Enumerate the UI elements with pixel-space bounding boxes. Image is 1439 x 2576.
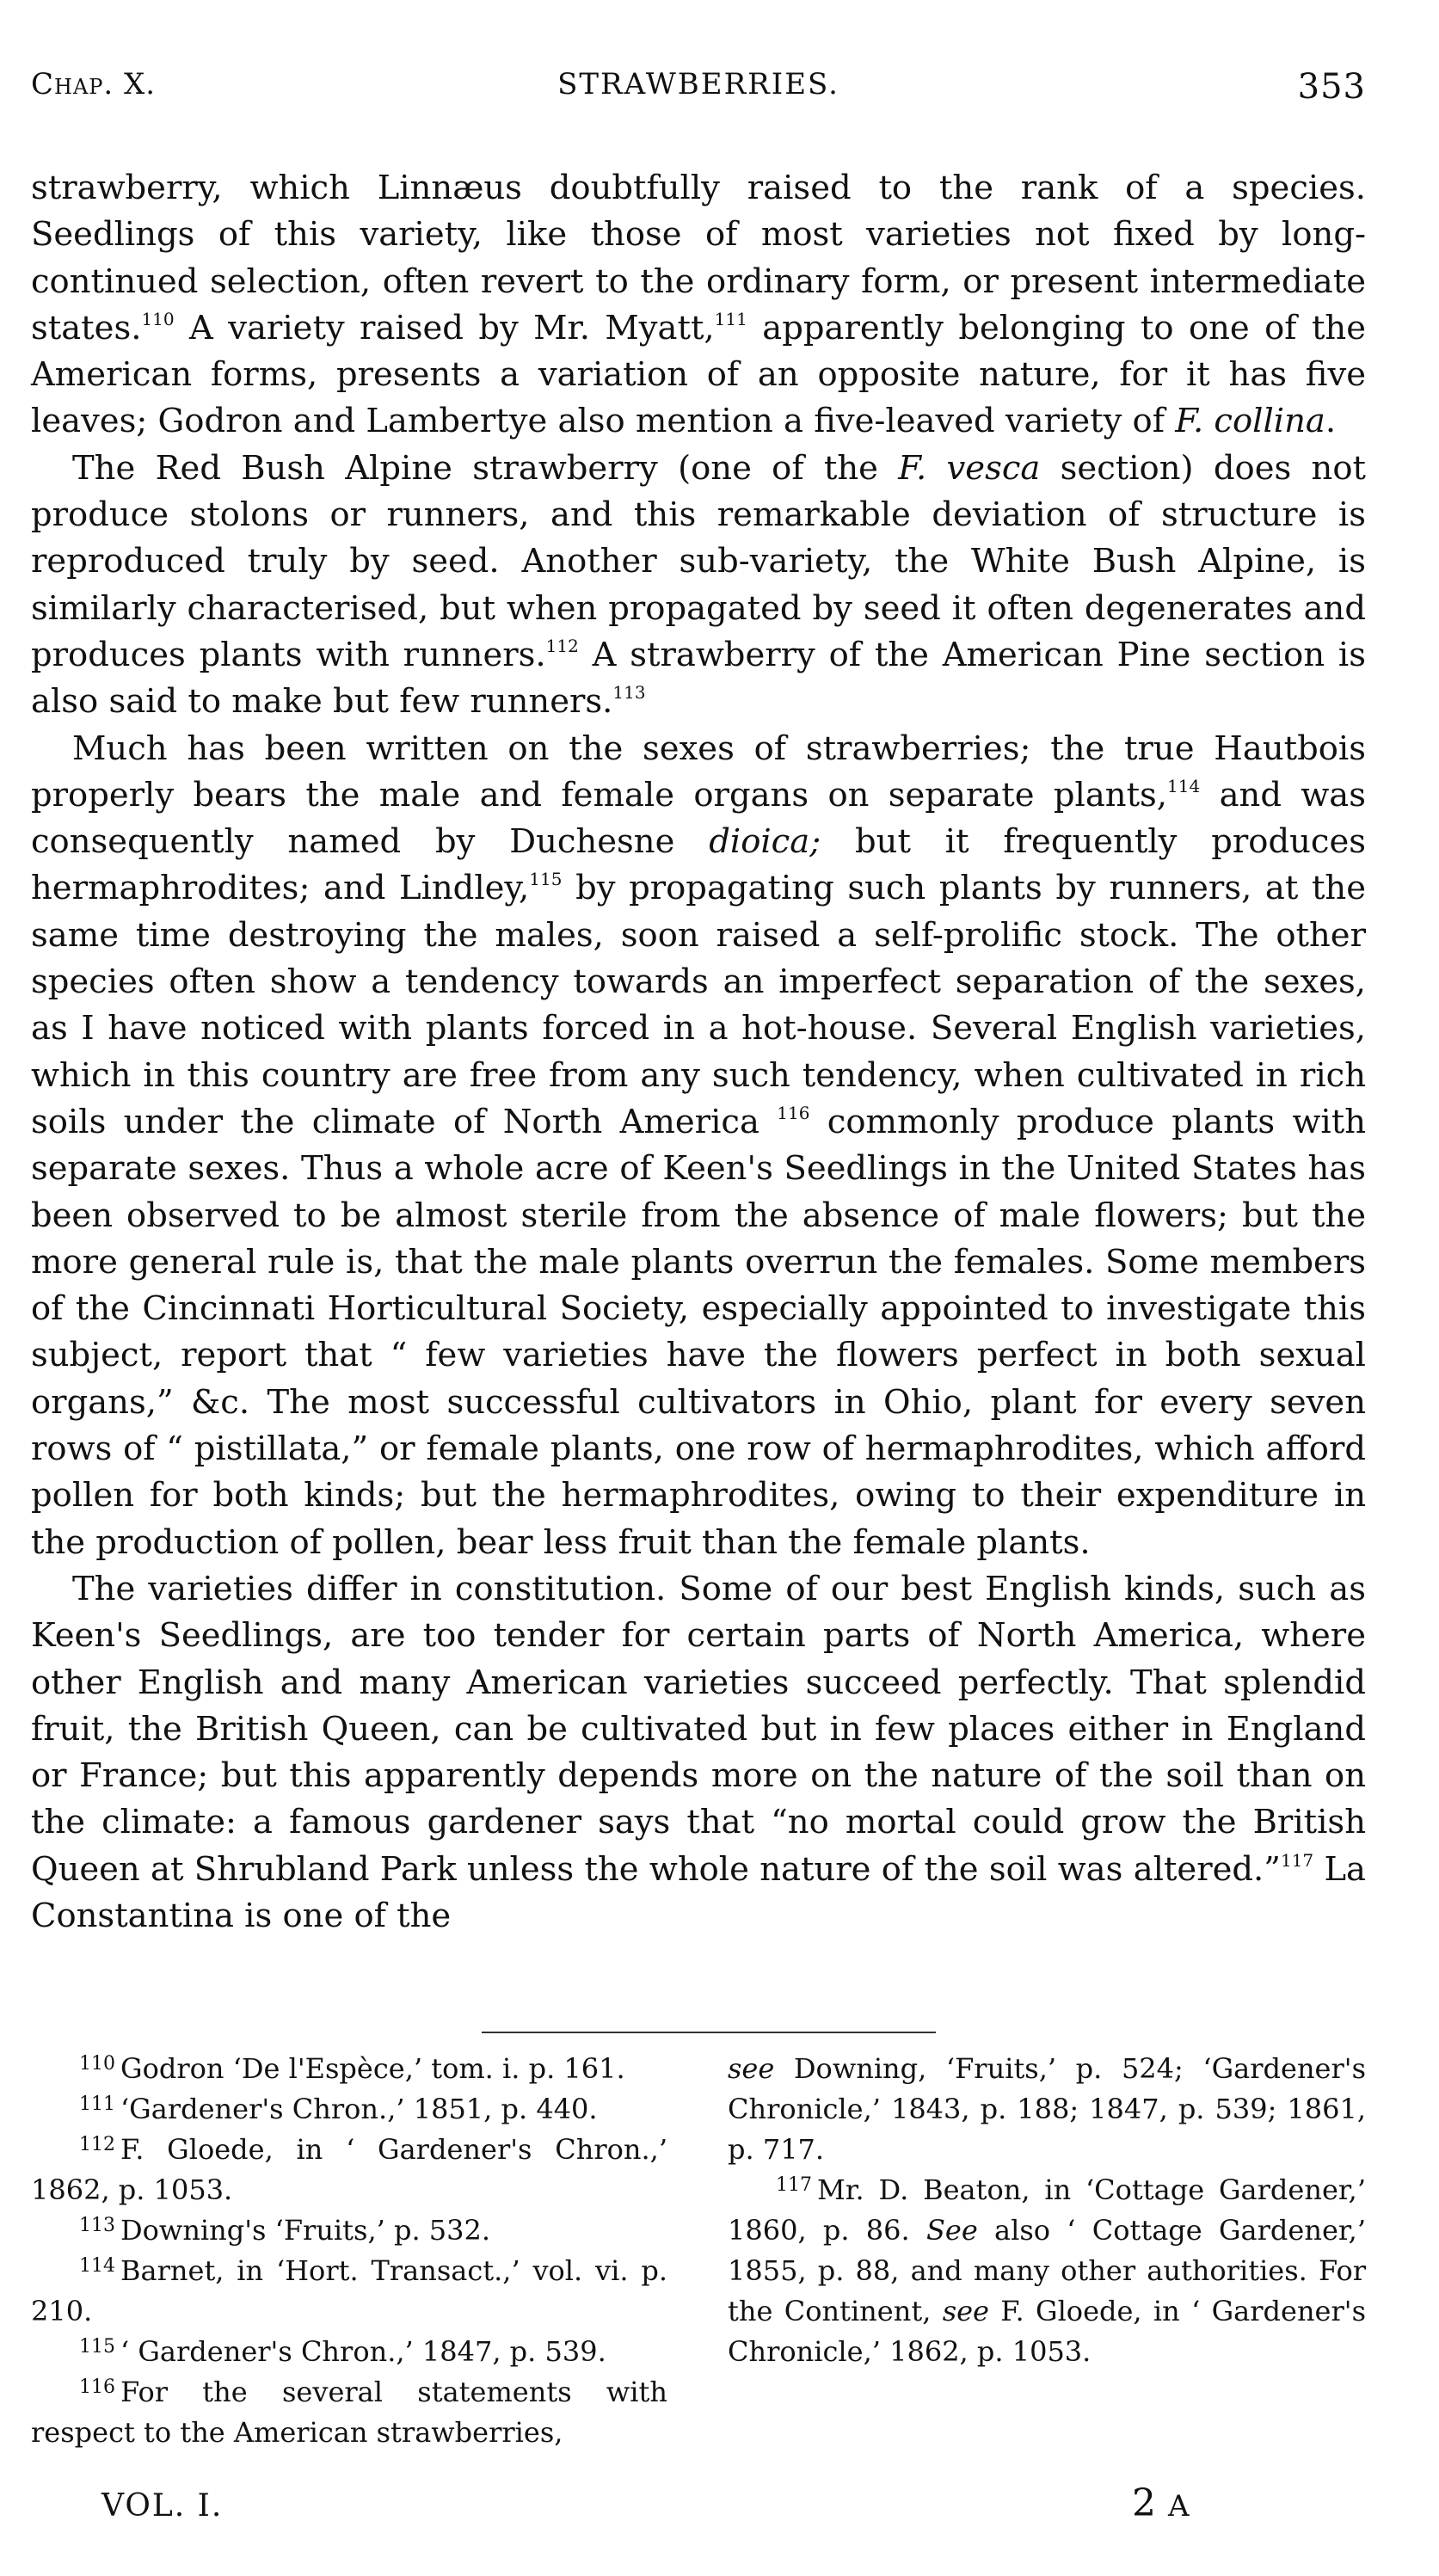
footnote-text: ‘Gardener's Chron.,’ 1851, p. 440.	[120, 2093, 598, 2125]
see-reference: See	[926, 2214, 978, 2247]
footnote-ref: 115	[529, 869, 563, 890]
signature-mark	[1132, 2481, 1190, 2525]
text-run: by propagating such plants by runners, at the same time destroying the males, soon raised a self-prolific stock. The other species often show a tendency towards an imperfect separation of the sexes, as I have noticed with plants forced in a hot-house. Several English varieties, which in this country are free from any such tendency, when cultivated in rich soils under the climate of North America	[31, 869, 1366, 1141]
footnote-ref: 111	[714, 308, 747, 329]
footnote-divider	[482, 2032, 936, 2033]
paragraph	[31, 1566, 1366, 1940]
text-run: Much has been written on the sexes of strawberries; the true Hautbois properly bears the male and female organs on separate plants,	[31, 729, 1366, 815]
footnote-continuation	[728, 2049, 1366, 2170]
text-run: La Constantina is one of the	[31, 1849, 1366, 1935]
text-run: A strawberry of the American Pine section is also said to make but few runners.	[31, 635, 1366, 722]
footnote-text: ‘ Gardener's Chron.,’ 1847, p. 539.	[120, 2335, 606, 2368]
footnote-number: 112	[79, 2134, 115, 2155]
chapter-label: Chap. X.	[31, 67, 157, 101]
species-name: dioica;	[709, 822, 821, 862]
paragraph	[31, 446, 1366, 726]
footnote-number: 117	[776, 2174, 812, 2196]
footnote	[31, 2332, 667, 2372]
paragraph	[31, 726, 1366, 1566]
footnote-text: Mr. D. Beaton, in ‘Cottage Gardener,’ 1860, p. 86.	[728, 2173, 1366, 2247]
footnote	[31, 2049, 667, 2089]
species-name: F. vesca	[898, 448, 1041, 488]
text-run: A variety raised by Mr. Myatt,	[174, 308, 715, 347]
footnote-text: For the several statements with respect to the American strawberries,	[31, 2376, 667, 2449]
signature-letter: A	[1168, 2489, 1190, 2524]
paragraph	[31, 165, 1366, 446]
footnote-number: 114	[79, 2255, 115, 2277]
footnote-ref: 116	[777, 1102, 810, 1123]
footnote-ref: 112	[545, 635, 579, 656]
text-run: and was consequently named by Duchesne	[31, 775, 1366, 862]
footnote	[31, 2130, 667, 2210]
footnotes-right-column	[728, 2049, 1366, 2372]
see-reference: see	[942, 2295, 989, 2327]
footnote	[31, 2251, 667, 2332]
text-run: strawberry, which Linnæus doubtfully raised to the rank of a species. Seedlings of this variety, like those of most varieties not fixed by long-continued selection, often revert to the ordinary form, or present intermediate states.	[31, 169, 1366, 347]
footnotes-left-column	[31, 2049, 667, 2453]
footnote-number: 116	[79, 2376, 115, 2398]
text-run: .	[1325, 402, 1337, 441]
text-run: The varieties differ in constitution. Some of our best English kinds, such as Keen's Seedlings, are too tender for certain parts of North America, where other English and many American varieties succeed perfectly. That splendid fruit, the British Queen, can be cultivated but in few places either in England or France; but this apparently depends more on the nature of the soil than on the climate: a famous gardener says that “no mortal could grow the British Queen at Shrubland Park unless the whole nature of the soil was altered.”	[31, 1569, 1366, 1889]
footnote-ref: 114	[1167, 775, 1201, 796]
text-run: apparently belonging to one of the American forms, presents a variation of an opposite nature, for it has five leaves; Godron and Lambertye also mention a five-leaved variety of	[31, 308, 1366, 441]
footnote-ref: 110	[141, 308, 175, 329]
species-name: F. collina	[1175, 402, 1325, 441]
running-header	[31, 67, 1366, 119]
footnote-number: 110	[79, 2053, 115, 2075]
footnote-text: Godron ‘De l'Espèce,’ tom. i. p. 161.	[120, 2052, 625, 2085]
footnote-number: 111	[79, 2093, 115, 2115]
see-reference: see	[728, 2052, 775, 2085]
signature-number: 2	[1132, 2481, 1156, 2525]
footnote-number: 113	[79, 2215, 115, 2236]
footnote-text: Downing, ‘Fruits,’ p. 524; ‘Gardener's Chronicle,’ 1843, p. 188; 1847, p. 539; 1861, p. 717.	[728, 2052, 1366, 2166]
footnote-text: F. Gloede, in ‘ Gardener's Chronicle,’ 1862, p. 1053.	[728, 2295, 1367, 2368]
volume-label: VOL. I.	[101, 2488, 224, 2524]
text-run: but it frequently produces hermaphrodites; and Lindley,	[31, 822, 1367, 908]
text-run: The Red Bush Alpine strawberry (one of the	[72, 448, 899, 488]
footnote	[31, 2372, 667, 2453]
footnote-ref: 117	[1280, 1849, 1314, 1871]
footnote	[31, 2089, 667, 2130]
footnote-text: also ‘ Cottage Gardener,’ 1855, p. 88, and many other authorities. For the Continent,	[728, 2214, 1367, 2327]
text-run: commonly produce plants with separate sexes. Thus a whole acre of Keen's Seedlings in the United States has been observed to be almost sterile from the absence of male flowers; but the more general rule is, that the male plants overrun the females. Some members of the Cincinnati Horticultural Society, especially appointed to investigate this subject, report that “ few varieties have the flowers perfect in both sexual organs,” &c. The most successful cultivators in Ohio, plant for every seven rows of “ pistillata,” or female plants, one row of hermaphrodites, which afford pollen for both kinds; but the hermaphrodites, owing to their expenditure in the production of pollen, bear less fruit than the female plants.	[31, 1102, 1366, 1562]
footnote-ref: 113	[612, 682, 646, 704]
page-footer	[31, 2481, 1366, 2533]
text-run: section) does not produce stolons or runners, and this remarkable deviation of structure is reproduced truly by seed. Another sub-variety, the White Bush Alpine, is similarly characterised, but when propagated by seed it often degenerates and produces plants with runners.	[31, 448, 1366, 674]
page-number: 353	[1297, 67, 1366, 107]
footnote	[728, 2170, 1366, 2372]
footnote-text: Downing's ‘Fruits,’ p. 532.	[120, 2214, 491, 2247]
running-title: STRAWBERRIES.	[557, 67, 839, 101]
footnote	[31, 2210, 667, 2251]
footnote-number: 115	[79, 2336, 115, 2358]
footnote-text: F. Gloede, in ‘ Gardener's Chron.,’ 1862, p. 1053.	[31, 2133, 667, 2206]
footnote-text: Barnet, in ‘Hort. Transact.,’ vol. vi. p. 210.	[31, 2254, 667, 2327]
body-text	[31, 165, 1366, 1940]
